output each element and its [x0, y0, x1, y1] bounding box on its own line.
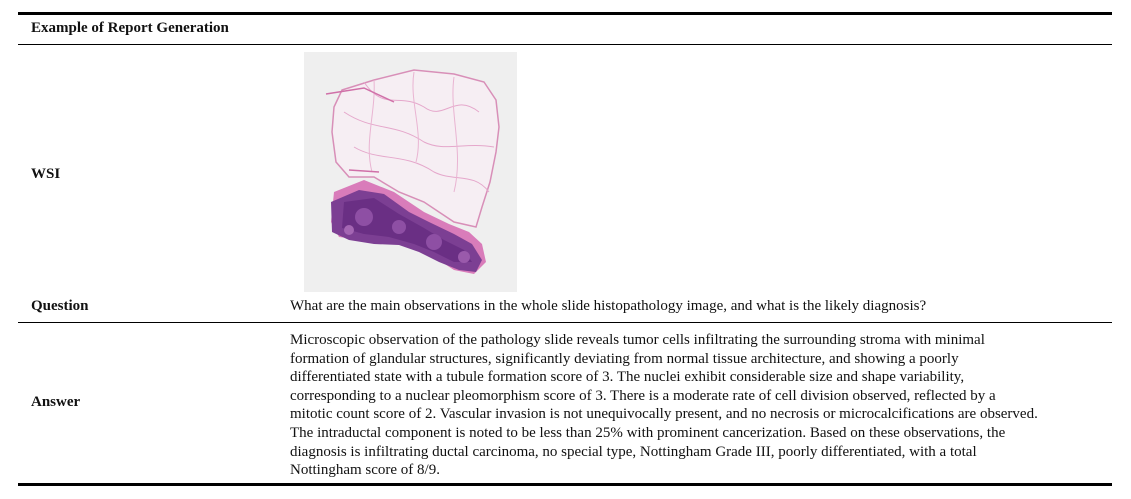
answer-line: Microscopic observation of the pathology slide reveals tumor cells infiltrating the surrounding stroma with minimal: [290, 332, 985, 348]
question-answer-rule: [18, 322, 1112, 323]
answer-line: formation of glandular structures, significantly deviating from normal tissue architecture, and showing a poorly: [290, 350, 959, 367]
answer-line: Nottingham score of 8/9.: [290, 462, 440, 479]
table-top-rule: [18, 12, 1112, 15]
table-title: Example of Report Generation: [31, 20, 229, 36]
answer-text: [290, 331, 1105, 480]
wsi-thumbnail: [304, 52, 517, 292]
question-label: Question: [31, 298, 89, 314]
answer-line: differentiated state with a tubule formation score of 3. The nuclei exhibit considerable size and shape variability,: [290, 369, 965, 386]
answer-line: The intraductal component is noted to be less than 25% with prominent cancerization. Based on these observations, the: [290, 424, 1006, 441]
answer-line: diagnosis is infiltrating ductal carcinoma, no special type, Nottingham Grade III, poorly differentiated, with a total: [290, 443, 977, 460]
answer-label: Answer: [31, 394, 81, 410]
answer-line: corresponding to a nuclear pleomorphism score of 3. There is a moderate rate of cell division observed, reflected by a: [290, 387, 996, 404]
answer-line: mitotic count score of 2. Vascular invasion is not unequivocally present, and no necrosis or microcalcifications are observed.: [290, 406, 1038, 423]
question-text: What are the main observations in the whole slide histopathology image, and what is the likely diagnosis?: [290, 298, 927, 314]
header-rule: [18, 44, 1112, 45]
table-bottom-rule: [18, 483, 1112, 486]
wsi-label: WSI: [31, 166, 61, 182]
